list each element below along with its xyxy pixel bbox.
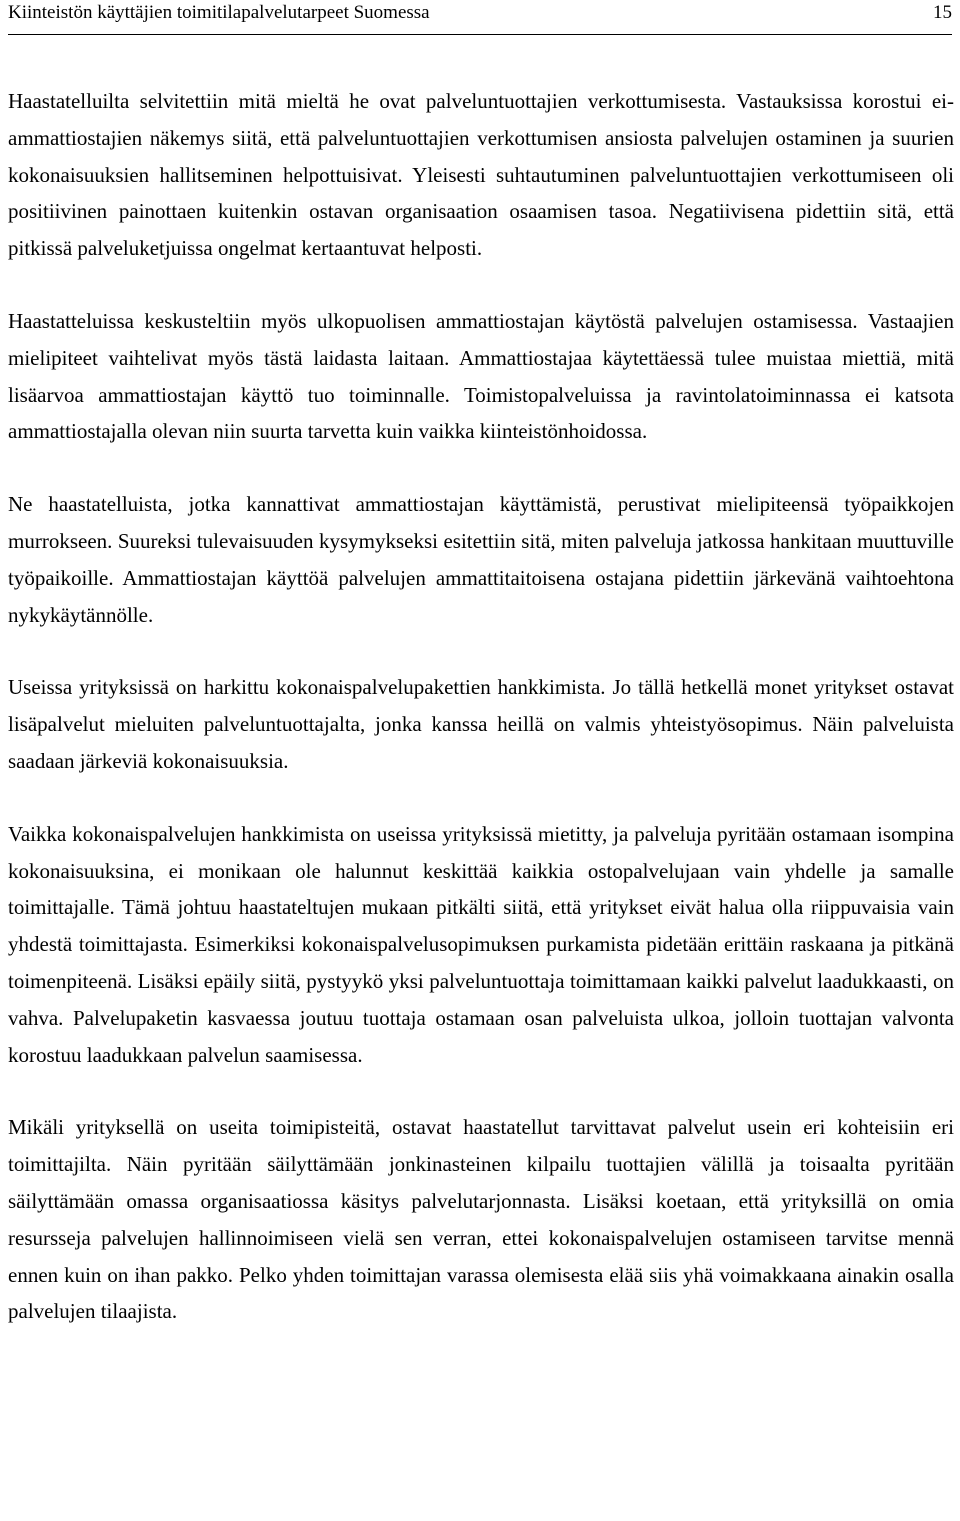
paragraph: Ne haastatelluista, jotka kannattivat ammattiostajan käyttämistä, perustivat mielipiteensä työpaikkojen murrokseen. Suureksi tulevaisuuden kysymykseksi esitettiin sitä, miten palveluja jatkossa hankitaan muuttuville työpaikoille. Ammattiostajan käyttöä palvelujen ammattitaitoisena ostajana pidettiin järkevänä vaihtoehtona nykykäytännölle. [8,492,954,627]
paragraph: Haastatteluissa keskusteltiin myös ulkopuolisen ammattiostajan käytöstä palvelujen ostamisessa. Vastaajien mielipiteet vaihtelivat myös tästä laidasta laitaan. Ammattiostajaa käytettäessä tulee muistaa miettiä, mitä lisäarvoa ammattiostajan käyttö tuo toiminnalle. Toimistopalveluissa ja ravintolatoiminnassa ei katsota ammattiostajalla olevan niin suurta tarvetta kuin vaikka kiinteistönhoidossa. [8,308,954,444]
running-header [8,0,952,35]
header-title: Kiinteistön käyttäjien toimitilapalvelutarpeet Suomessa [8,2,430,23]
body-text [8,83,954,1330]
paragraph: Haastatelluilta selvitettiin mitä mieltä he ovat palveluntuottajien verkottumisesta. Vastauksissa korostui ei-ammattiostajien näkemys siitä, että palveluntuottajien verkottumisen ansiosta palvelujen ostaminen ja suurien kokonaisuuksien hallitseminen helpottuisivat. Yleisesti suhtautuminen palveluntuottajien verkottumiseen oli positiivinen painottaen kuitenkin ostavan organisaation osaamisen tasoa. Negatiivisena pidettiin sitä, että pitkissä palveluketjuissa ongelmat kertaantuvat helposti. [8,89,954,261]
paragraph: Useissa yrityksissä on harkittu kokonaispalvelupakettien hankkimista. Jo tällä hetkellä monet yritykset ostavat lisäpalvelut mieluiten palveluntuottajalta, jonka kanssa heillä on valmis yhteistyösopimus. Näin palveluista saadaan järkeviä kokonaisuuksia. [8,675,954,773]
page-number: 15 [933,2,952,23]
paragraph: Vaikka kokonaispalvelujen hankkimista on useissa yrityksissä mietitty, ja palveluja pyritään ostamaan isompina kokonaisuuksina, ei monikaan ole halunnut keskittää kaikkia ostopalvelujaan vain yhdelle ja samalle toimittajalle. Tämä johtuu haastateltujen mukaan pitkälti siitä, että yritykset eivät halua olla riippuvaisia vain yhdestä toimittajasta. Esimerkiksi kokonaispalvelusopimuksen purkamista pidetään erittäin raskaana ja pitkänä toimenpiteenä. Lisäksi epäily siitä, pystyykö yksi palveluntuottaja toimittamaan kaikki palvelut laadukkaasti, on vahva. Palvelupaketin kasvaessa joutuu tuottaja ostamaan osan palveluista ulkoa, jolloin tuottajan valvonta korostuu laadukkaan palvelun saamisessa. [8,821,954,1067]
paragraph: Mikäli yrityksellä on useita toimipisteitä, ostavat haastatellut tarvittavat palvelut usein eri kohteisiin eri toimittajilta. Näin pyritään säilyttämään jonkinasteinen kilpailu tuottajien välillä ja toisaalta pyritään säilyttämään omassa organisaatiossa käsitys palvelutarjonnasta. Lisäksi koetaan, että yrityksillä on omia resursseja palvelujen hallinnoimiseen vielä sen verran, ettei kokonaispalvelujen ostamiseen tarvitse mennä ennen kuin on ihan pakko. Pelko yhden toimittajan varassa olemisesta elää siis yhä voimakkaana ainakin osalla palvelujen tilaajista. [8,1115,954,1324]
